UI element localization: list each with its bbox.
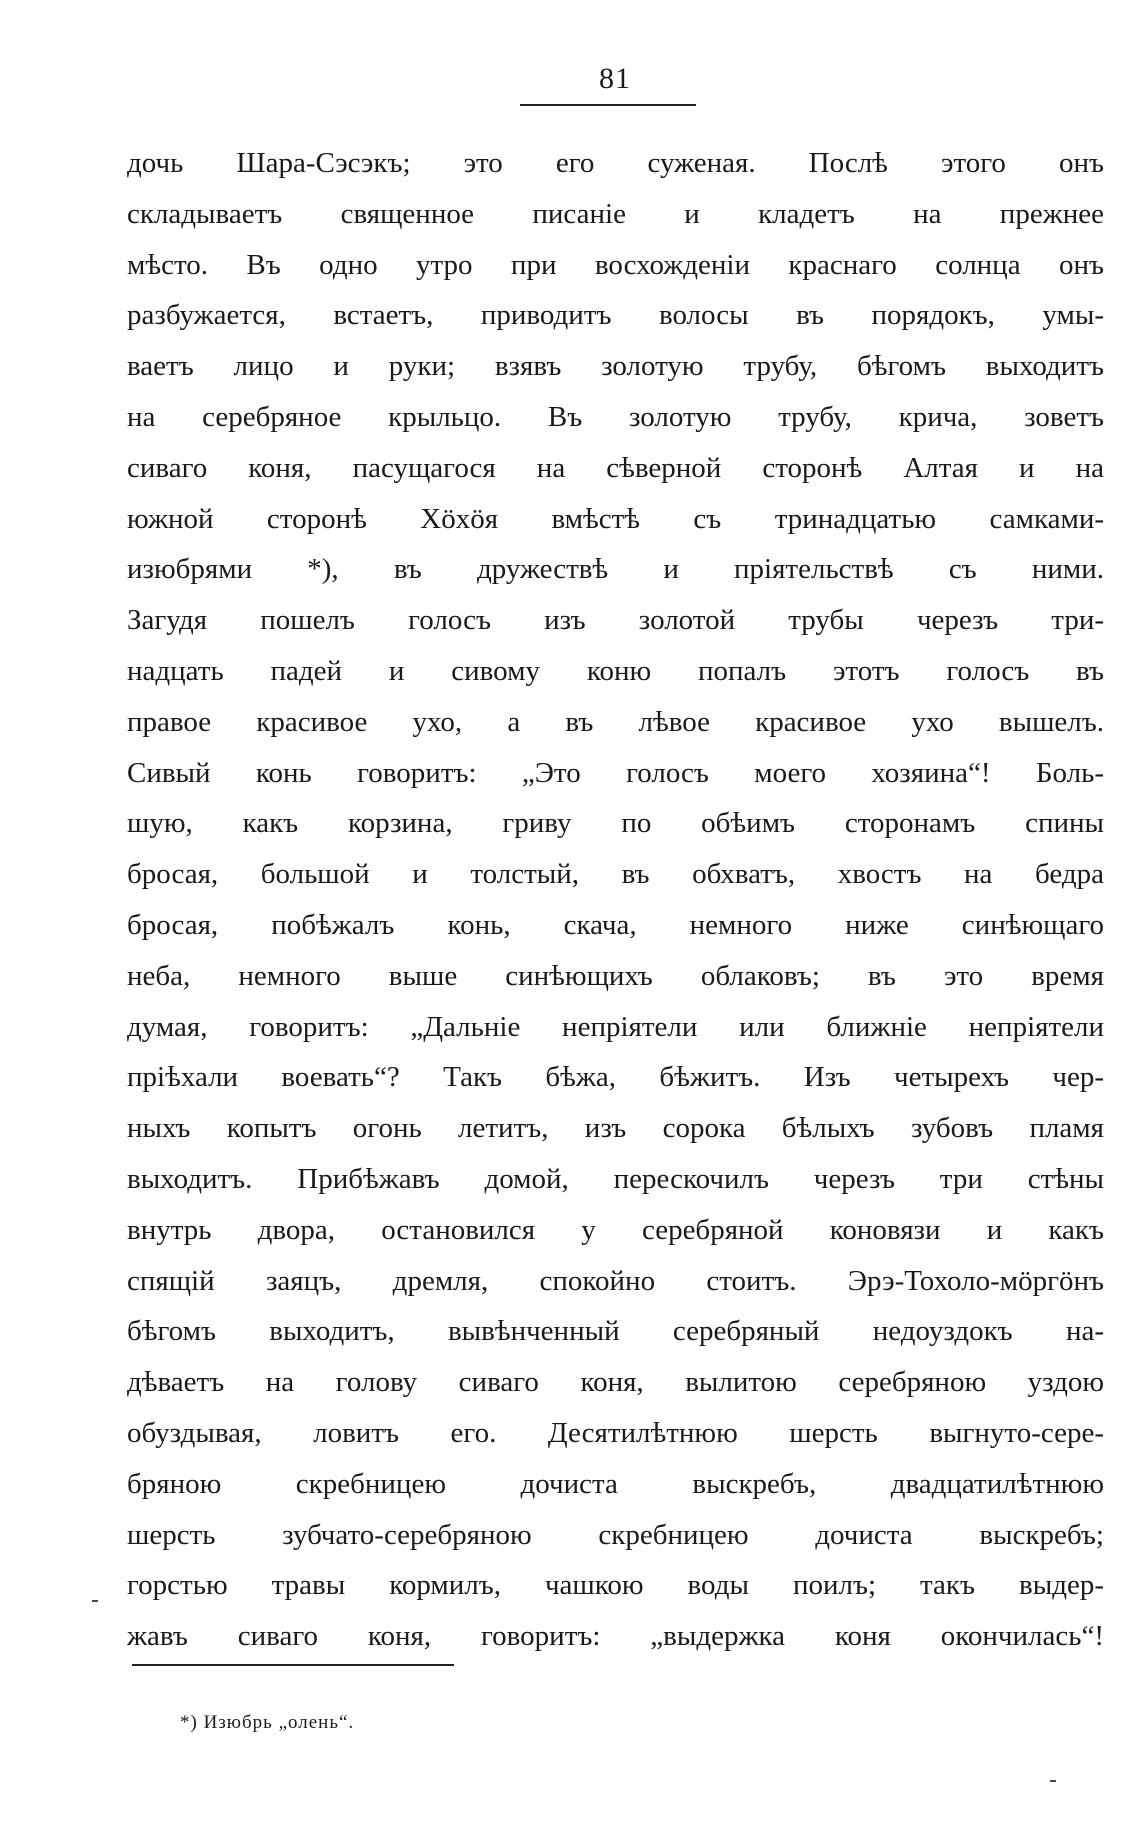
text-line: складываетъ священное писаніе и кладетъ на прежнее [127,197,1104,230]
text-line: обуздывая, ловитъ его. Десятилѣтнюю шерсть выгнуто-сере- [127,1416,1104,1449]
text-line: надцать падей и сивому коню попалъ этотъ голосъ въ [127,654,1104,687]
text-line: шую, какъ корзина, гриву по обѣимъ сторонамъ спины [127,807,1104,840]
text-line: спящій заяцъ, дремля, спокойно стоитъ. Эрэ-Тохоло-мöргöнъ [127,1264,1104,1297]
text-line: неба, немного выше синѣющихъ облаковъ; въ это время [127,959,1104,992]
text-line: Сивый конь говоритъ: „Это голосъ моего хозяина“! Боль- [127,756,1104,789]
margin-mark [1050,1780,1056,1782]
footnote: *) Изюбрь „олень“. [180,1712,355,1733]
text-line: ваетъ лицо и руки; взявъ золотую трубу, бѣгомъ выходитъ [127,350,1104,383]
text-line: дочь Шара-Сэсэкъ; это его суженая. Послѣ этого онъ [127,147,1104,179]
text-line: выходитъ. Прибѣжавъ домой, перескочилъ черезъ три стѣны [127,1162,1104,1195]
text-line: бросая, большой и толстый, въ обхватъ, хвостъ на бедра [127,858,1104,891]
text-line: мѣсто. Въ одно утро при восхожденіи краснаго солнца онъ [127,248,1104,281]
text-line: сиваго коня, пасущагося на сѣверной сторонѣ Алтая и на [127,451,1104,484]
margin-mark [92,1600,98,1602]
text-line: дѣваетъ на голову сиваго коня, вылитою серебряною уздою [127,1366,1104,1399]
text-line: бросая, побѣжалъ конь, скача, немного ниже синѣющаго [127,908,1104,941]
page-number: 81 [599,62,631,95]
page-number-rule [520,104,696,106]
text-line: жавъ сиваго коня, говоритъ: „выдержка коня окончилась“! [127,1620,1104,1653]
text-line: бѣгомъ выходитъ, вывѣнченный серебряный недоуздокъ на- [127,1315,1104,1348]
text-line: внутрь двора, остановился у серебряной коновязи и какъ [127,1213,1104,1246]
text-line: Загудя пошелъ голосъ изъ золотой трубы черезъ три- [127,604,1104,637]
text-line: правое красивое ухо, а въ лѣвое красивое ухо вышелъ. [127,705,1104,738]
text-line: бряною скребницею дочиста выскребъ, двадцатилѣтнюю [127,1467,1104,1500]
text-line: шерсть зубчато-серебряною скребницею дочиста выскребъ; [127,1518,1104,1551]
body-text [127,138,1104,1662]
text-line: пріѣхали воевать“? Такъ бѣжа, бѣжитъ. Изъ четырехъ чер- [127,1061,1104,1094]
text-line: горстью травы кормилъ, чашкою воды поилъ; такъ выдер- [127,1569,1104,1602]
text-line: на серебряное крыльцо. Въ золотую трубу, крича, зоветъ [127,400,1104,433]
text-line: южной сторонѣ Хöхöя вмѣстѣ съ тринадцатью самками- [127,502,1104,535]
footnote-rule [132,1664,454,1666]
text-line: думая, говоритъ: „Дальніе непріятели или ближніе непріятели [127,1010,1104,1043]
text-line: изюбрями *), въ дружествѣ и пріятельствѣ съ ними. [127,553,1104,586]
text-line: ныхъ копытъ огонь летитъ, изъ сорока бѣлыхъ зубовъ пламя [127,1112,1104,1145]
text-line: разбужается, встаетъ, приводитъ волосы въ порядокъ, умы- [127,299,1104,332]
